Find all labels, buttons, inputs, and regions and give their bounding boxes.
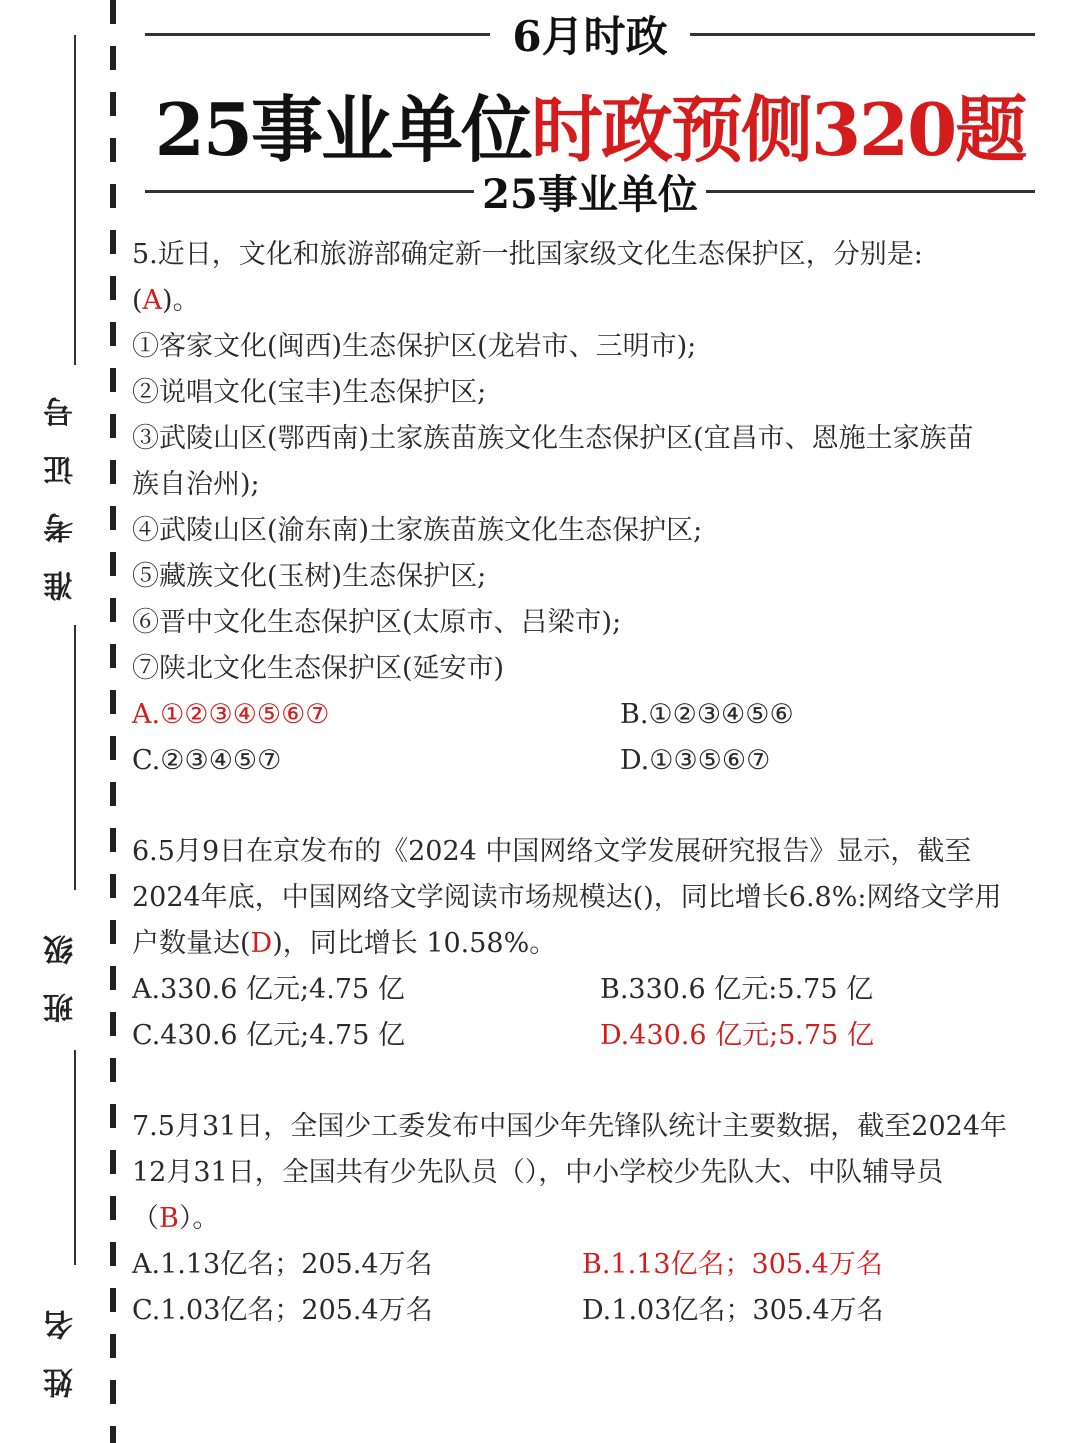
- q5-answer-line: [132, 278, 1047, 324]
- header-rule-right: [690, 33, 1035, 36]
- q5-item: ⑦陕北文化生态保护区(延安市): [132, 653, 505, 684]
- q5-option-a[interactable]: A.①②③④⑤⑥⑦: [132, 699, 330, 730]
- name-label: 姓名: [44, 1282, 79, 1398]
- q7-options-row-2: [132, 1288, 1047, 1334]
- q5-item: ⑤藏族文化(玉树)生态保护区;: [132, 561, 487, 592]
- q7-line-2: 12月31日，全国共有少先队员（），中小学校少先队大、中队辅导员: [132, 1157, 944, 1188]
- q5-item: ③武陵山区(鄂西南)土家族苗族文化生态保护区(宜昌市、恩施土家族苗: [132, 423, 974, 454]
- margin-rule-class: [74, 625, 76, 890]
- question-7: [132, 1104, 1047, 1334]
- q6-line-3-post: )，同比增长 10.58%。: [272, 928, 557, 959]
- page-title: [145, 72, 1035, 176]
- binding-dashed-line: [110, 0, 116, 1443]
- header-rule-left: [145, 33, 490, 36]
- question-6: [132, 829, 1047, 1059]
- q5-option-c[interactable]: C.②③④⑤⑦: [132, 745, 282, 776]
- q7-option-c[interactable]: C.1.03亿名；205.4万名: [132, 1295, 433, 1326]
- q6-line-1: 6.5月9日在京发布的《2024 中国网络文学发展研究报告》显示，截至: [132, 836, 972, 867]
- q7-option-d[interactable]: D.1.03亿名；305.4万名: [582, 1295, 884, 1326]
- q5-options-row-2: [132, 738, 1047, 784]
- q5-item: ①客家文化(闽西)生态保护区(龙岩市、三明市);: [132, 331, 697, 362]
- q5-item: ⑥晋中文化生态保护区(太原市、吕梁市);: [132, 607, 622, 638]
- q5-answer: A: [142, 285, 163, 316]
- q5-paren-open: (: [132, 285, 143, 316]
- q5-item: 族自治州);: [132, 469, 260, 500]
- q7-line-1: 7.5月31日，全国少工委发布中国少年先锋队统计主要数据，截至2024年: [132, 1111, 1008, 1142]
- q6-answer: D: [250, 928, 273, 959]
- margin-rule-exam-id: [74, 35, 76, 365]
- sub-rule-left: [145, 190, 474, 193]
- q5-option-b[interactable]: B.①②③④⑤⑥: [620, 699, 794, 730]
- q5-option-d[interactable]: D.①③⑤⑥⑦: [620, 745, 771, 776]
- q7-answer: B: [159, 1203, 179, 1234]
- title-red-part: 时政预侧320题: [530, 87, 1026, 172]
- margin-rule-name: [74, 1050, 76, 1265]
- q7-line-3-post: ）。: [178, 1203, 220, 1234]
- q5-options-row-1: [132, 692, 1047, 738]
- q6-options-row-2: [132, 1013, 1047, 1059]
- q6-option-b[interactable]: B.330.6 亿元:5.75 亿: [600, 974, 874, 1005]
- month-label: 6月时政: [512, 12, 668, 61]
- q5-stem: 5.近日，文化和旅游部确定新一批国家级文化生态保护区，分别是:: [132, 239, 923, 270]
- q5-item: ②说唱文化(宝丰)生态保护区;: [132, 377, 487, 408]
- q7-option-a[interactable]: A.1.13亿名；205.4万名: [132, 1249, 433, 1280]
- q5-paren-close: )。: [162, 285, 200, 316]
- q6-options-row-1: [132, 967, 1047, 1013]
- q7-line-3-pre: （: [132, 1203, 159, 1234]
- title-black-part: 25事业单位: [154, 87, 531, 172]
- question-5: [132, 232, 1047, 784]
- q7-option-b[interactable]: B.1.13亿名；305.4万名: [582, 1249, 883, 1280]
- sub-rule-right: [706, 190, 1035, 193]
- q6-option-a[interactable]: A.330.6 亿元;4.75 亿: [132, 974, 405, 1005]
- sub-label: 25事业单位: [482, 170, 698, 218]
- q5-item: ④武陵山区(渝东南)土家族苗族文化生态保护区;: [132, 515, 703, 546]
- q6-line-3: [132, 921, 1047, 967]
- q7-options-row-1: [132, 1242, 1047, 1288]
- q6-option-d[interactable]: D.430.6 亿元;5.75 亿: [600, 1020, 874, 1051]
- q6-line-3-pre: 户数量达(: [132, 928, 251, 959]
- header-top-row: [145, 6, 1035, 62]
- q6-line-2: 2024年底，中国网络文学阅读市场规模达()，同比增长6.8%:网络文学用: [132, 882, 1002, 913]
- header-sub-row: [145, 166, 1035, 216]
- q6-option-c[interactable]: C.430.6 亿元;4.75 亿: [132, 1020, 405, 1051]
- exam-id-label: 准考证号: [44, 369, 79, 601]
- class-label: 班级: [44, 907, 79, 1023]
- q7-line-3: [132, 1196, 1047, 1242]
